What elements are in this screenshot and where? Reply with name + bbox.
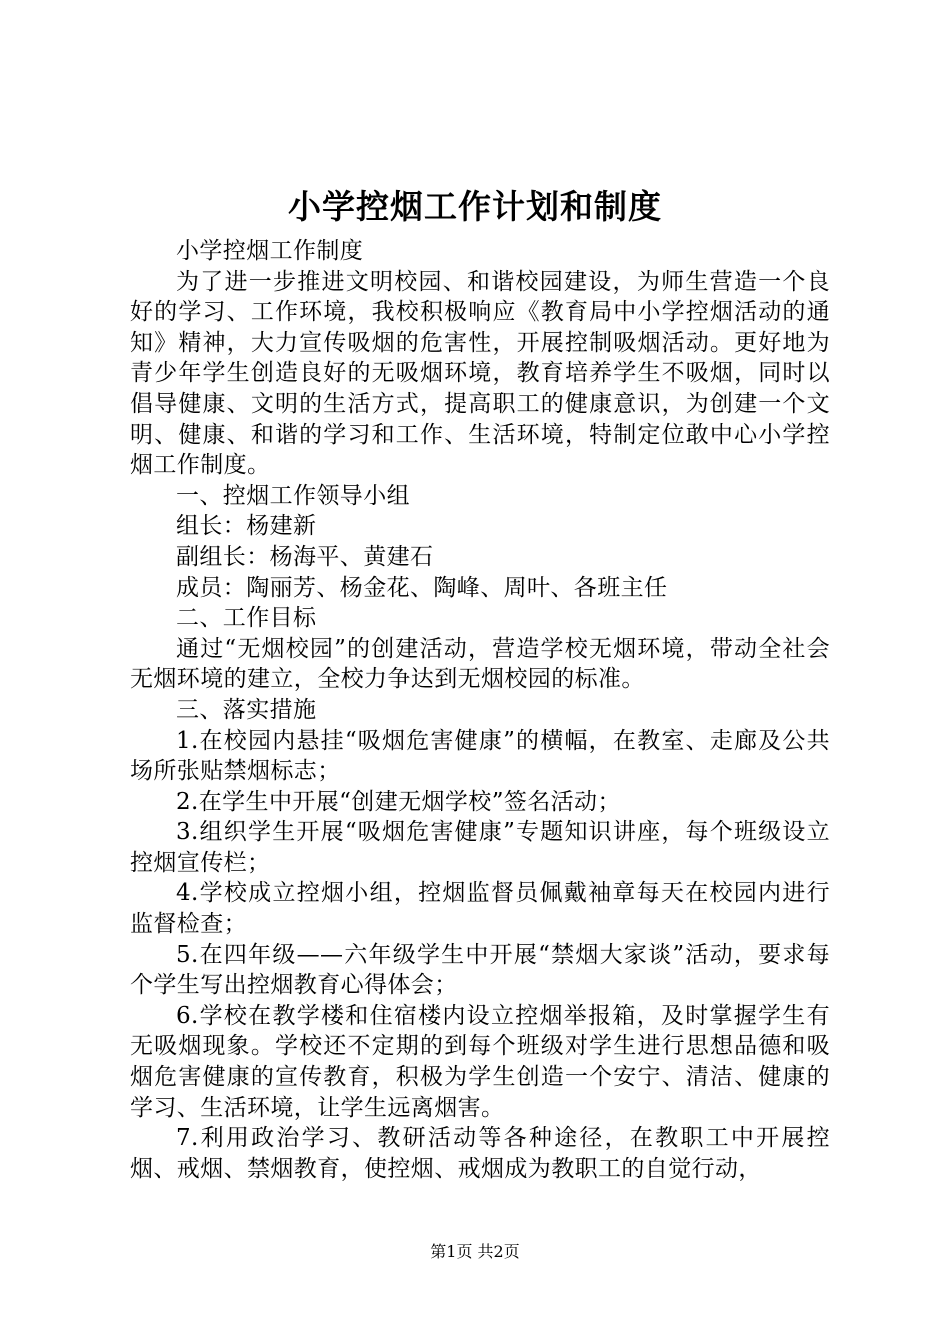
paragraph: 5.在四年级——六年级学生中开展“禁烟大家谈”活动，要求每个学生写出控烟教育心得体会； — [130, 941, 830, 999]
paragraph: 副组长：杨海平、黄建石 — [176, 543, 434, 570]
paragraph: 1.在校园内悬挂“吸烟危害健康”的横幅，在教室、走廊及公共场所张贴禁烟标志； — [130, 727, 830, 785]
paragraph: 一、控烟工作领导小组 — [176, 482, 410, 509]
page-footer: 第1页 共2页 — [430, 1242, 520, 1261]
paragraph: 为了进一步推进文明校园、和谐校园建设，为师生营造一个良好的学习、工作环境，我校积极响应《教育局中小学控烟活动的通知》精神，大力宣传吸烟的危害性，开展控制吸烟活动。更好地为青少年学生创造良好的无吸烟环境，教育培养学生不吸烟，同时以倡导健康、文明的生活方式，提高职工的健康意识，为创建一个文明、健康、和谐的学习和工作、生活环境，特制定位敢中心小学控烟工作制度。 — [130, 268, 830, 479]
paragraph: 组长：杨建新 — [176, 513, 317, 540]
paragraph: 4.学校成立控烟小组，控烟监督员佩戴袖章每天在校园内进行监督检查； — [130, 880, 830, 938]
paragraph: 二、工作目标 — [176, 605, 317, 632]
paragraph: 通过“无烟校园”的创建活动，营造学校无烟环境，带动全社会无烟环境的建立，全校力争达到无烟校园的标准。 — [130, 635, 830, 693]
paragraph: 3.组织学生开展“吸烟危害健康”专题知识讲座，每个班级设立控烟宣传栏； — [130, 819, 830, 876]
paragraph: 三、落实措施 — [176, 696, 317, 723]
document-body — [130, 236, 830, 1184]
paragraph: 成员：陶丽芳、杨金花、陶峰、周叶、各班主任 — [176, 574, 668, 601]
paragraph: 小学控烟工作制度 — [176, 238, 364, 264]
paragraph: 2.在学生中开展“创建无烟学校”签名活动； — [176, 788, 621, 815]
document-title: 小学控烟工作计划和制度 — [288, 187, 662, 226]
paragraph: 7.利用政治学习、教研活动等各种途径，在教职工中开展控烟、戒烟、禁烟教育，使控烟、戒烟成为教职工的自觉行动， — [130, 1125, 830, 1182]
paragraph: 6.学校在教学楼和住宿楼内设立控烟举报箱，及时掌握学生有无吸烟现象。学校还不定期的到每个班级对学生进行思想品德和吸烟危害健康的宣传教育，积极为学生创造一个安宁、清洁、健康的学习、生活环境，让学生远离烟害。 — [130, 1002, 830, 1121]
